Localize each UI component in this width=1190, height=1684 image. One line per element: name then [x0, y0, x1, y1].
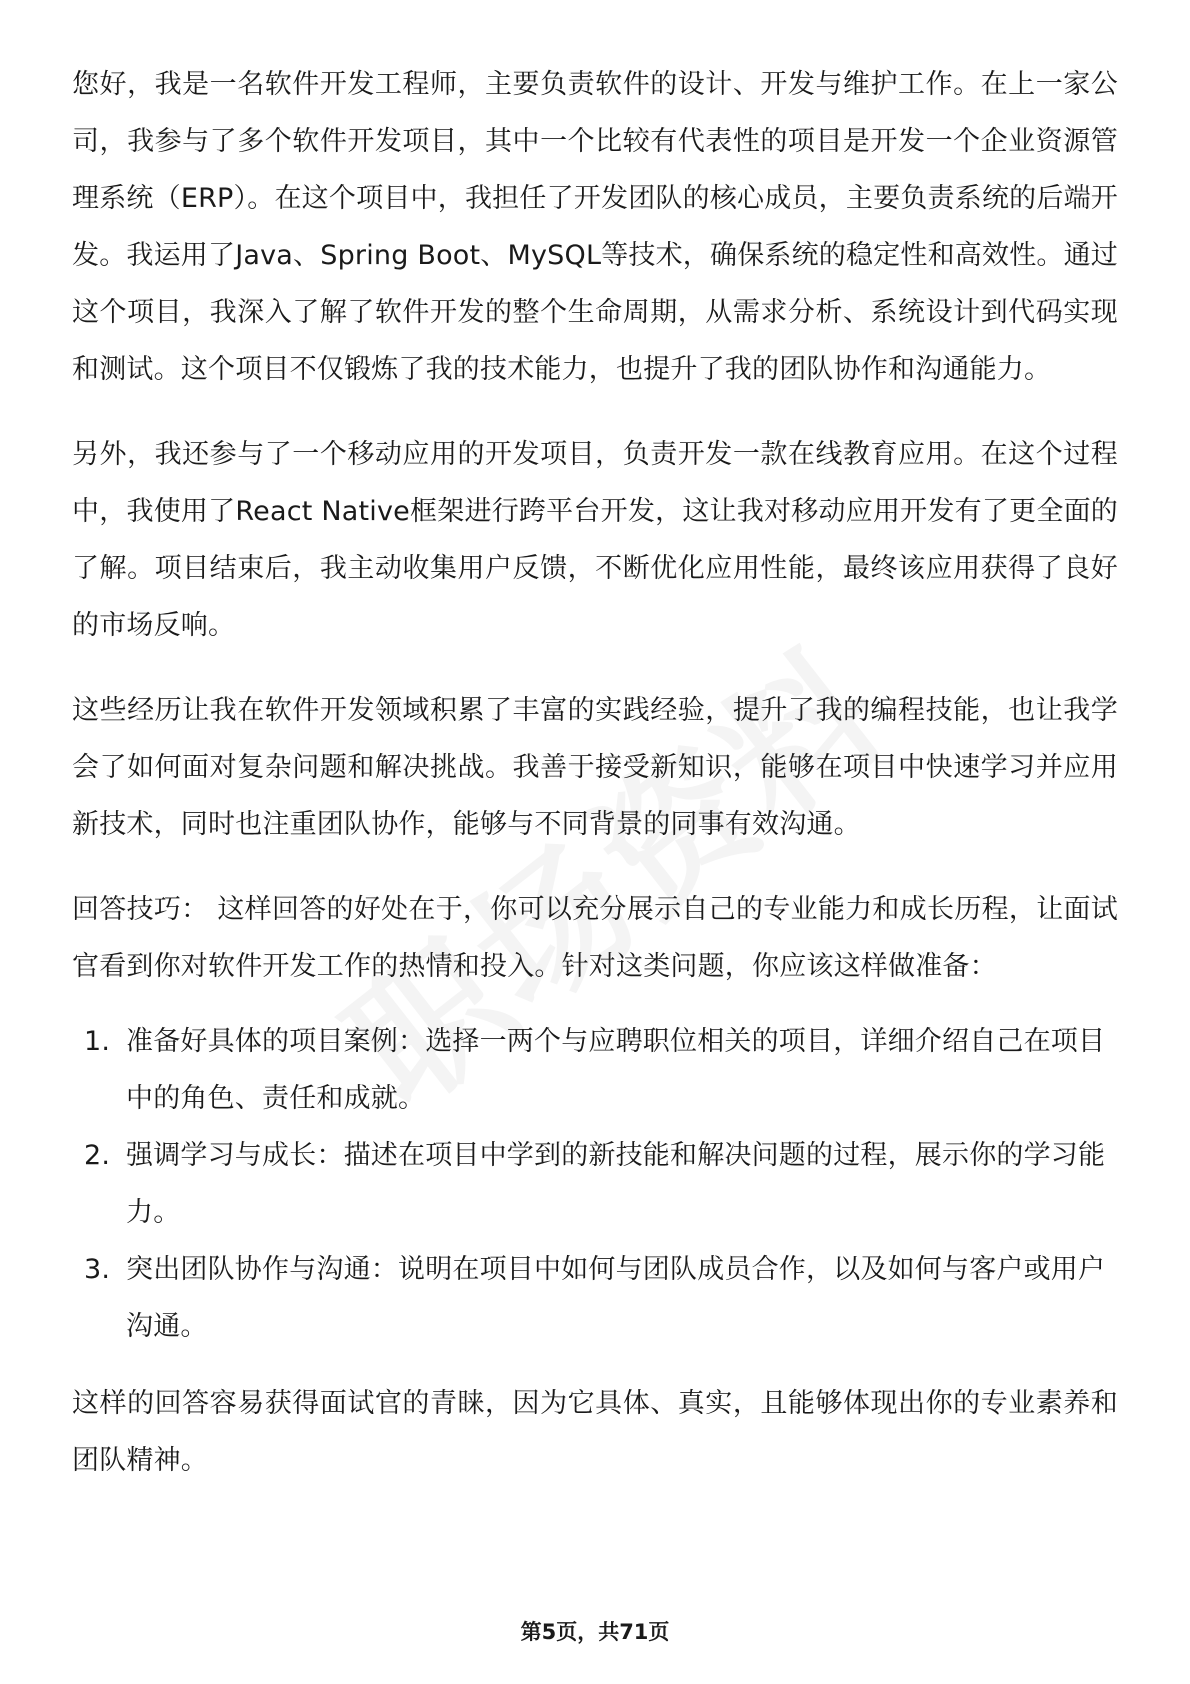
tips-list	[72, 1013, 1118, 1355]
list-item	[72, 1127, 1118, 1241]
document-body	[72, 56, 1118, 1517]
list-item	[72, 1241, 1118, 1355]
list-item-number: 3.	[84, 1254, 111, 1285]
page-number: 第5页，共71页	[520, 1620, 670, 1644]
list-item-text: 突出团队协作与沟通：说明在项目中如何与团队成员合作，以及如何与客户或用户沟通。	[126, 1254, 1106, 1342]
paragraph-conclusion: 这样的回答容易获得面试官的青睐，因为它具体、真实，且能够体现出你的专业素养和团队精神。	[72, 1388, 1118, 1476]
paragraph-experience-summary: 这些经历让我在软件开发领域积累了丰富的实践经验，提升了我的编程技能，也让我学会了如何面对复杂问题和解决挑战。我善于接受新知识，能够在项目中快速学习并应用新技术，同时也注重团队协作，能够与不同背景的同事有效沟通。	[72, 695, 1118, 840]
paragraph-answer-tips: 回答技巧： 这样回答的好处在于，你可以充分展示自己的专业能力和成长历程，让面试官看到你对软件开发工作的热情和投入。针对这类问题，你应该这样做准备：	[72, 894, 1118, 982]
paragraph-mobile-project: 另外，我还参与了一个移动应用的开发项目，负责开发一款在线教育应用。在这个过程中，我使用了React Native框架进行跨平台开发，这让我对移动应用开发有了更全面的了解。项目结束后，我主动收集用户反馈，不断优化应用性能，最终该应用获得了良好的市场反响。	[72, 439, 1118, 641]
list-item	[72, 1013, 1118, 1127]
list-item-number: 1.	[84, 1026, 111, 1057]
paragraph-intro: 您好，我是一名软件开发工程师，主要负责软件的设计、开发与维护工作。在上一家公司，我参与了多个软件开发项目，其中一个比较有代表性的项目是开发一个企业资源管理系统（ERP）。在这个项目中，我担任了开发团队的核心成员，主要负责系统的后端开发。我运用了Java、Spring Boot、MySQL等技术，确保系统的稳定性和高效性。通过这个项目，我深入了解了软件开发的整个生命周期，从需求分析、系统设计到代码实现和测试。这个项目不仅锻炼了我的技术能力，也提升了我的团队协作和沟通能力。	[72, 69, 1118, 385]
list-item-number: 2.	[84, 1140, 111, 1171]
list-item-text: 强调学习与成长：描述在项目中学到的新技能和解决问题的过程，展示你的学习能力。	[126, 1140, 1106, 1228]
list-item-text: 准备好具体的项目案例：选择一两个与应聘职位相关的项目，详细介绍自己在项目中的角色、责任和成就。	[126, 1026, 1106, 1114]
